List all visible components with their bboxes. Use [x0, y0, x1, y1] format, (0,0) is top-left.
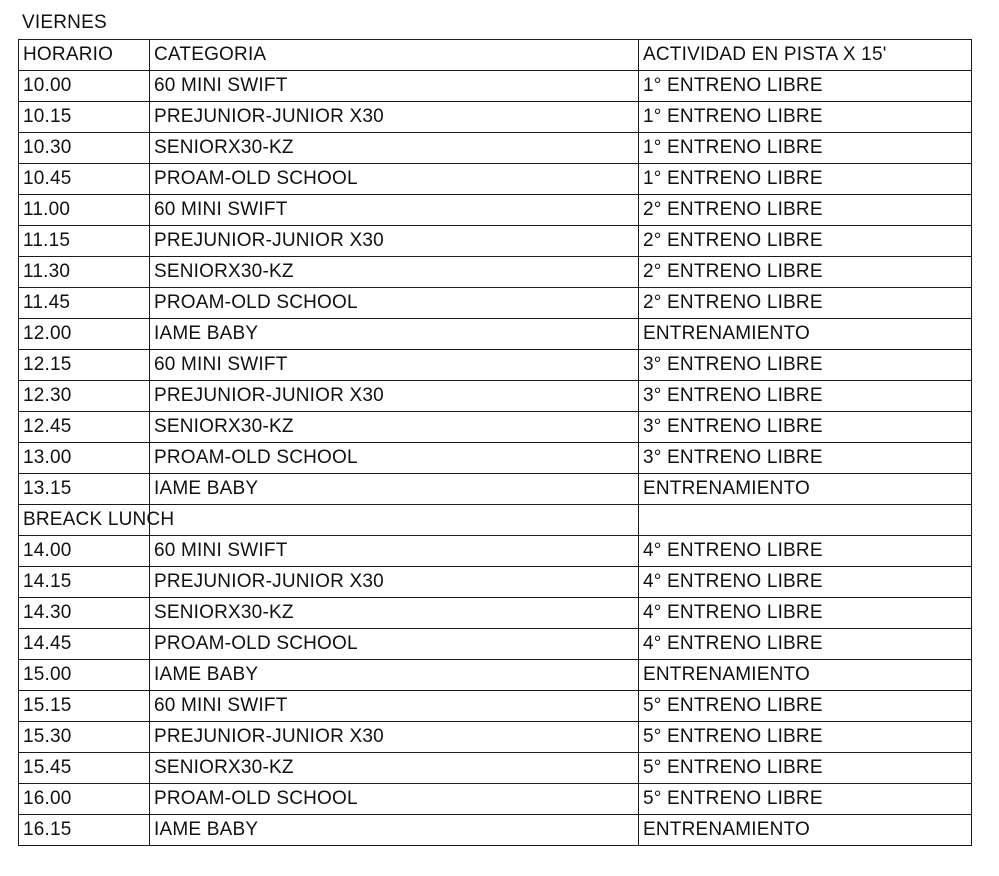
category-cell: IAME BABY [150, 474, 639, 505]
category-cell: PROAM-OLD SCHOOL [150, 164, 639, 195]
header-horario: HORARIO [19, 40, 150, 71]
category-cell: 60 MINI SWIFT [150, 350, 639, 381]
table-row [19, 164, 972, 195]
table-row [19, 412, 972, 443]
table-row [19, 350, 972, 381]
category-cell: 60 MINI SWIFT [150, 195, 639, 226]
time-cell: 11.45 [19, 288, 150, 319]
activity-cell: 4° ENTRENO LIBRE [639, 567, 972, 598]
table-row [19, 722, 972, 753]
header-categoria: CATEGORIA [150, 40, 639, 71]
activity-cell: 5° ENTRENO LIBRE [639, 691, 972, 722]
table-row [19, 133, 972, 164]
activity-cell: 1° ENTRENO LIBRE [639, 71, 972, 102]
header-actividad: ACTIVIDAD EN PISTA X 15' [639, 40, 972, 71]
table-row [19, 102, 972, 133]
table-row [19, 505, 972, 536]
time-cell: 12.30 [19, 381, 150, 412]
table-row [19, 195, 972, 226]
table-row [19, 257, 972, 288]
category-cell: PREJUNIOR-JUNIOR X30 [150, 567, 639, 598]
time-cell: BREACK LUNCH [19, 505, 150, 536]
time-cell: 10.00 [19, 71, 150, 102]
table-row [19, 381, 972, 412]
activity-cell: 2° ENTRENO LIBRE [639, 257, 972, 288]
activity-cell: 5° ENTRENO LIBRE [639, 784, 972, 815]
time-cell: 11.00 [19, 195, 150, 226]
time-cell: 14.45 [19, 629, 150, 660]
category-cell: IAME BABY [150, 319, 639, 350]
activity-cell [639, 505, 972, 536]
category-cell: PREJUNIOR-JUNIOR X30 [150, 381, 639, 412]
category-cell: IAME BABY [150, 815, 639, 846]
time-cell: 10.45 [19, 164, 150, 195]
time-cell: 13.00 [19, 443, 150, 474]
category-cell: PREJUNIOR-JUNIOR X30 [150, 722, 639, 753]
time-cell: 14.00 [19, 536, 150, 567]
table-row [19, 319, 972, 350]
activity-cell: 2° ENTRENO LIBRE [639, 226, 972, 257]
category-cell: PREJUNIOR-JUNIOR X30 [150, 226, 639, 257]
activity-cell: 3° ENTRENO LIBRE [639, 412, 972, 443]
time-cell: 16.15 [19, 815, 150, 846]
category-cell: PROAM-OLD SCHOOL [150, 443, 639, 474]
time-cell: 15.45 [19, 753, 150, 784]
category-cell: PROAM-OLD SCHOOL [150, 288, 639, 319]
table-row [19, 784, 972, 815]
table-row [19, 598, 972, 629]
activity-cell: 5° ENTRENO LIBRE [639, 722, 972, 753]
category-cell: SENIORX30-KZ [150, 257, 639, 288]
time-cell: 12.00 [19, 319, 150, 350]
time-cell: 16.00 [19, 784, 150, 815]
activity-cell: 5° ENTRENO LIBRE [639, 753, 972, 784]
schedule-table-body [19, 40, 972, 846]
category-cell: SENIORX30-KZ [150, 598, 639, 629]
time-cell: 15.30 [19, 722, 150, 753]
table-row [19, 226, 972, 257]
activity-cell: 3° ENTRENO LIBRE [639, 443, 972, 474]
activity-cell: ENTRENAMIENTO [639, 660, 972, 691]
activity-cell: 3° ENTRENO LIBRE [639, 381, 972, 412]
table-row [19, 753, 972, 784]
category-cell: SENIORX30-KZ [150, 412, 639, 443]
time-cell: 13.15 [19, 474, 150, 505]
activity-cell: 3° ENTRENO LIBRE [639, 350, 972, 381]
table-row [19, 660, 972, 691]
activity-cell: ENTRENAMIENTO [639, 815, 972, 846]
time-cell: 11.30 [19, 257, 150, 288]
table-row [19, 288, 972, 319]
time-cell: 10.15 [19, 102, 150, 133]
category-cell: PROAM-OLD SCHOOL [150, 629, 639, 660]
activity-cell: 1° ENTRENO LIBRE [639, 133, 972, 164]
activity-cell: 4° ENTRENO LIBRE [639, 629, 972, 660]
time-cell: 12.45 [19, 412, 150, 443]
table-row [19, 474, 972, 505]
table-row [19, 815, 972, 846]
activity-cell: ENTRENAMIENTO [639, 319, 972, 350]
category-cell: 60 MINI SWIFT [150, 71, 639, 102]
day-title: VIERNES [22, 12, 107, 33]
category-cell: 60 MINI SWIFT [150, 691, 639, 722]
category-cell: PREJUNIOR-JUNIOR X30 [150, 102, 639, 133]
category-cell: SENIORX30-KZ [150, 753, 639, 784]
time-cell: 10.30 [19, 133, 150, 164]
table-row [19, 536, 972, 567]
time-cell: 14.30 [19, 598, 150, 629]
category-cell: PROAM-OLD SCHOOL [150, 784, 639, 815]
table-row [19, 71, 972, 102]
table-row [19, 443, 972, 474]
time-cell: 15.15 [19, 691, 150, 722]
activity-cell: 4° ENTRENO LIBRE [639, 598, 972, 629]
time-cell: 15.00 [19, 660, 150, 691]
activity-cell: 4° ENTRENO LIBRE [639, 536, 972, 567]
activity-cell: 2° ENTRENO LIBRE [639, 195, 972, 226]
time-cell: 14.15 [19, 567, 150, 598]
category-cell: SENIORX30-KZ [150, 133, 639, 164]
activity-cell: ENTRENAMIENTO [639, 474, 972, 505]
table-row [19, 629, 972, 660]
category-cell: IAME BABY [150, 660, 639, 691]
activity-cell: 1° ENTRENO LIBRE [639, 102, 972, 133]
table-row [19, 567, 972, 598]
category-cell [150, 505, 639, 536]
category-cell: 60 MINI SWIFT [150, 536, 639, 567]
table-header-row [19, 40, 972, 71]
time-cell: 12.15 [19, 350, 150, 381]
time-cell: 11.15 [19, 226, 150, 257]
activity-cell: 2° ENTRENO LIBRE [639, 288, 972, 319]
schedule-table [18, 39, 972, 846]
activity-cell: 1° ENTRENO LIBRE [639, 164, 972, 195]
table-row [19, 691, 972, 722]
